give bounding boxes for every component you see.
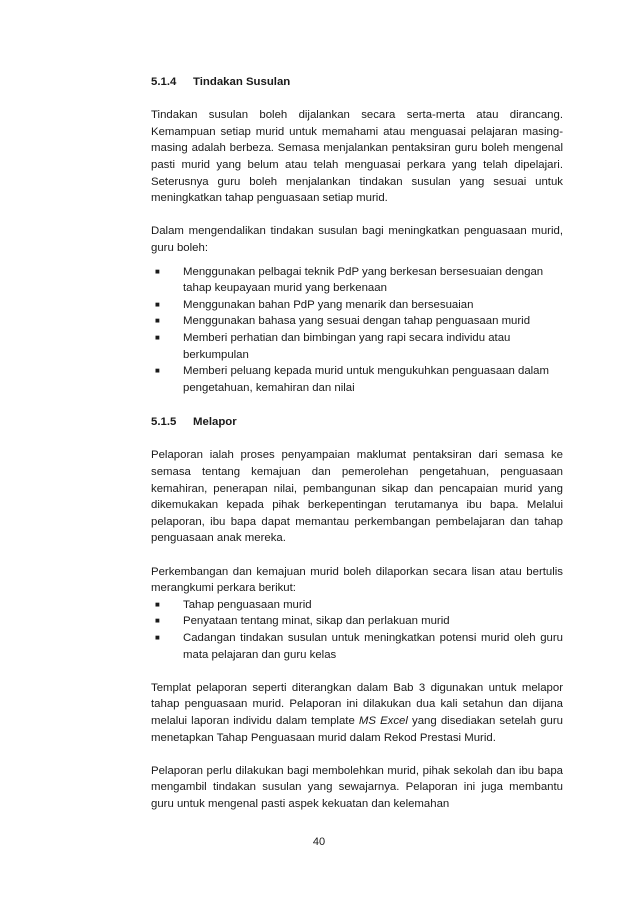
paragraph: Pelaporan ialah proses penyampaian maklumat pentaksiran dari semasa ke semasa tentang kemajuan dan pemerolehan pengetahuan, penguasaan kemahiran, penerapan nilai, pembangunan sikap dan pencapaian murid yang dikemukakan kepada pihak berkepentingan terutamanya ibu bapa. Melalui pelaporan, ibu bapa dapat memantau perkembangan pembelajaran dan tahap penguasaan anak mereka.: [151, 449, 563, 545]
paragraph: Dalam mengendalikan tindakan susulan bagi meningkatkan penguasaan murid, guru boleh:: [151, 225, 563, 254]
section-heading-5-1-5: [151, 414, 563, 431]
section-number: 5.1.5: [151, 416, 177, 429]
section-title: Tindakan Susulan: [193, 76, 291, 88]
section-heading-5-1-4: [151, 74, 563, 91]
bullet-icon: ■: [155, 633, 160, 642]
bullet-icon: ■: [155, 332, 160, 342]
bullet-icon: ■: [155, 299, 160, 309]
list-item: ■ Menggunakan bahasa yang sesuai dengan tahap penguasaan murid: [151, 313, 563, 330]
page-number: 40: [312, 836, 326, 848]
bullet-icon: ■: [155, 616, 160, 626]
section-title: Melapor: [193, 416, 237, 429]
bullet-icon: ■: [155, 316, 160, 326]
section-number: 5.1.4: [151, 76, 177, 88]
bullet-list: [151, 264, 563, 397]
list-item: ■ Penyataan tentang minat, sikap dan perlakuan murid: [151, 613, 563, 630]
list-item: ■ Memberi peluang kepada murid untuk mengukuhkan penguasaan dalam pengetahuan, kemahiran dan nilai: [151, 363, 563, 396]
bullet-icon: ■: [155, 366, 160, 376]
page-content: [151, 74, 563, 813]
paragraph: Perkembangan dan kemajuan murid boleh dilaporkan secara lisan atau bertulis merangkumi perkara berikut:: [151, 565, 563, 595]
list-item: ■ Tahap penguasaan murid: [151, 597, 563, 614]
list-item: ■ Menggunakan pelbagai teknik PdP yang berkesan bersesuaian dengan tahap keupayaan murid yang berkenaan: [151, 264, 563, 297]
bullet-icon: ■: [155, 599, 160, 609]
bullet-list: [151, 597, 563, 663]
paragraph: Tindakan susulan boleh dijalankan secara serta-merta atau dirancang. Kemampuan setiap murid untuk memahami atau menguasai pelajaran masing-masing adalah berbeza. Semasa menjalankan pentaksiran guru boleh mengenal pasti murid yang belum atau telah menguasai perkara yang telah dipelajari. Seterusnya guru boleh menjalankan tindakan susulan yang sesuai untuk meningkatkan tahap penguasaan setiap murid.: [151, 109, 563, 205]
list-item: ■ Menggunakan bahan PdP yang menarik dan bersesuaian: [151, 297, 563, 314]
paragraph: Pelaporan perlu dilakukan bagi membolehkan murid, pihak sekolah dan ibu bapa mengambil tindakan susulan yang sewajarnya. Pelaporan ini juga membantu guru untuk mengenal pasti aspek kekuatan dan kelemahan: [151, 764, 563, 810]
italic-term: MS Excel: [358, 714, 408, 727]
list-item: ■ Cadangan tindakan susulan untuk meningkatkan potensi murid oleh guru mata pelajaran dan guru kelas: [151, 630, 563, 663]
bullet-icon: ■: [155, 266, 160, 276]
paragraph: Templat pelaporan seperti diterangkan dalam Bab 3 digunakan untuk melapor tahap penguasaan murid. Pelaporan ini dilakukan dua kali setahun dan dijana melalui laporan individu dalam template MS Excel yang disediakan setelah guru menetapkan Tahap Penguasaan murid dalam Rekod Prestasi Murid.: [151, 681, 563, 744]
list-item: ■ Memberi perhatian dan bimbingan yang rapi secara individu atau berkumpulan: [151, 330, 563, 363]
